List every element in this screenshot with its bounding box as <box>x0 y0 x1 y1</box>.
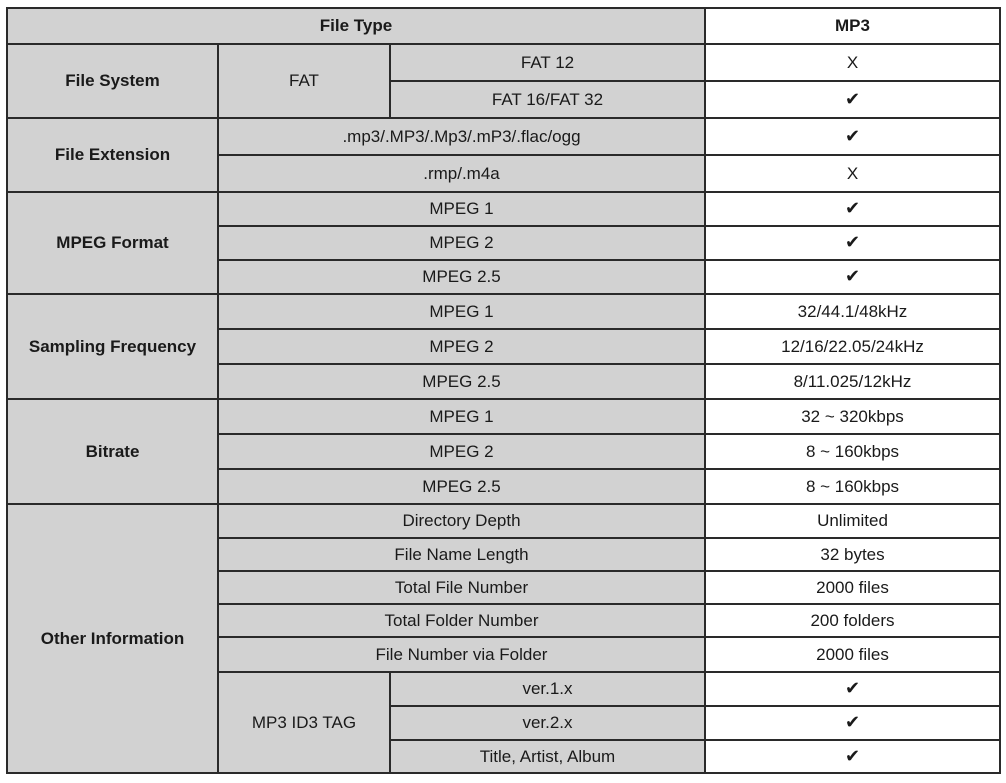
table-row <box>7 399 1000 434</box>
row-label: Total File Number <box>218 571 705 604</box>
row-value: 12/16/22.05/24kHz <box>705 329 1000 364</box>
row-value: 8/11.025/12kHz <box>705 364 1000 399</box>
table-row <box>7 504 1000 538</box>
row-label: FAT 16/FAT 32 <box>390 81 705 118</box>
section-bitrate: Bitrate <box>7 399 218 504</box>
row-value: 32 bytes <box>705 538 1000 571</box>
row-value: 32/44.1/48kHz <box>705 294 1000 329</box>
row-label: MPEG 2.5 <box>218 364 705 399</box>
row-label: Directory Depth <box>218 504 705 538</box>
section-file-system: File System <box>7 44 218 118</box>
checkmark-icon: ✔ <box>705 226 1000 260</box>
row-value: 2000 files <box>705 571 1000 604</box>
id3-tag-label: MP3 ID3 TAG <box>218 672 390 773</box>
row-label: MPEG 2.5 <box>218 469 705 504</box>
checkmark-icon: ✔ <box>705 672 1000 706</box>
file-spec-table <box>6 7 1001 774</box>
table-header-row <box>7 8 1000 44</box>
row-value: 2000 files <box>705 637 1000 672</box>
row-label: MPEG 1 <box>218 192 705 226</box>
header-file-type: File Type <box>7 8 705 44</box>
row-value: 32 ~ 320kbps <box>705 399 1000 434</box>
checkmark-icon: ✔ <box>705 740 1000 773</box>
row-label: Title, Artist, Album <box>390 740 705 773</box>
row-label: FAT 12 <box>390 44 705 81</box>
row-value: Unlimited <box>705 504 1000 538</box>
row-label: MPEG 2 <box>218 226 705 260</box>
table-row <box>7 118 1000 155</box>
row-label: MPEG 1 <box>218 399 705 434</box>
row-value: 200 folders <box>705 604 1000 637</box>
row-label: MPEG 1 <box>218 294 705 329</box>
header-mp3: MP3 <box>705 8 1000 44</box>
row-label: Total Folder Number <box>218 604 705 637</box>
fat-label: FAT <box>218 44 390 118</box>
row-label: File Number via Folder <box>218 637 705 672</box>
section-file-extension: File Extension <box>7 118 218 192</box>
row-label: MPEG 2 <box>218 329 705 364</box>
section-sampling-frequency: Sampling Frequency <box>7 294 218 399</box>
checkmark-icon: ✔ <box>705 706 1000 740</box>
row-label: .mp3/.MP3/.Mp3/.mP3/.flac/ogg <box>218 118 705 155</box>
table-row <box>7 294 1000 329</box>
row-value: X <box>705 155 1000 192</box>
table-row <box>7 44 1000 81</box>
row-label: MPEG 2 <box>218 434 705 469</box>
section-other-information: Other Information <box>7 504 218 773</box>
checkmark-icon: ✔ <box>705 118 1000 155</box>
row-label: ver.2.x <box>390 706 705 740</box>
row-value: X <box>705 44 1000 81</box>
row-value: 8 ~ 160kbps <box>705 469 1000 504</box>
row-label: .rmp/.m4a <box>218 155 705 192</box>
row-label: MPEG 2.5 <box>218 260 705 294</box>
section-mpeg-format: MPEG Format <box>7 192 218 294</box>
checkmark-icon: ✔ <box>705 192 1000 226</box>
row-value: 8 ~ 160kbps <box>705 434 1000 469</box>
checkmark-icon: ✔ <box>705 260 1000 294</box>
table-row <box>7 192 1000 226</box>
row-label: ver.1.x <box>390 672 705 706</box>
row-label: File Name Length <box>218 538 705 571</box>
checkmark-icon: ✔ <box>705 81 1000 118</box>
